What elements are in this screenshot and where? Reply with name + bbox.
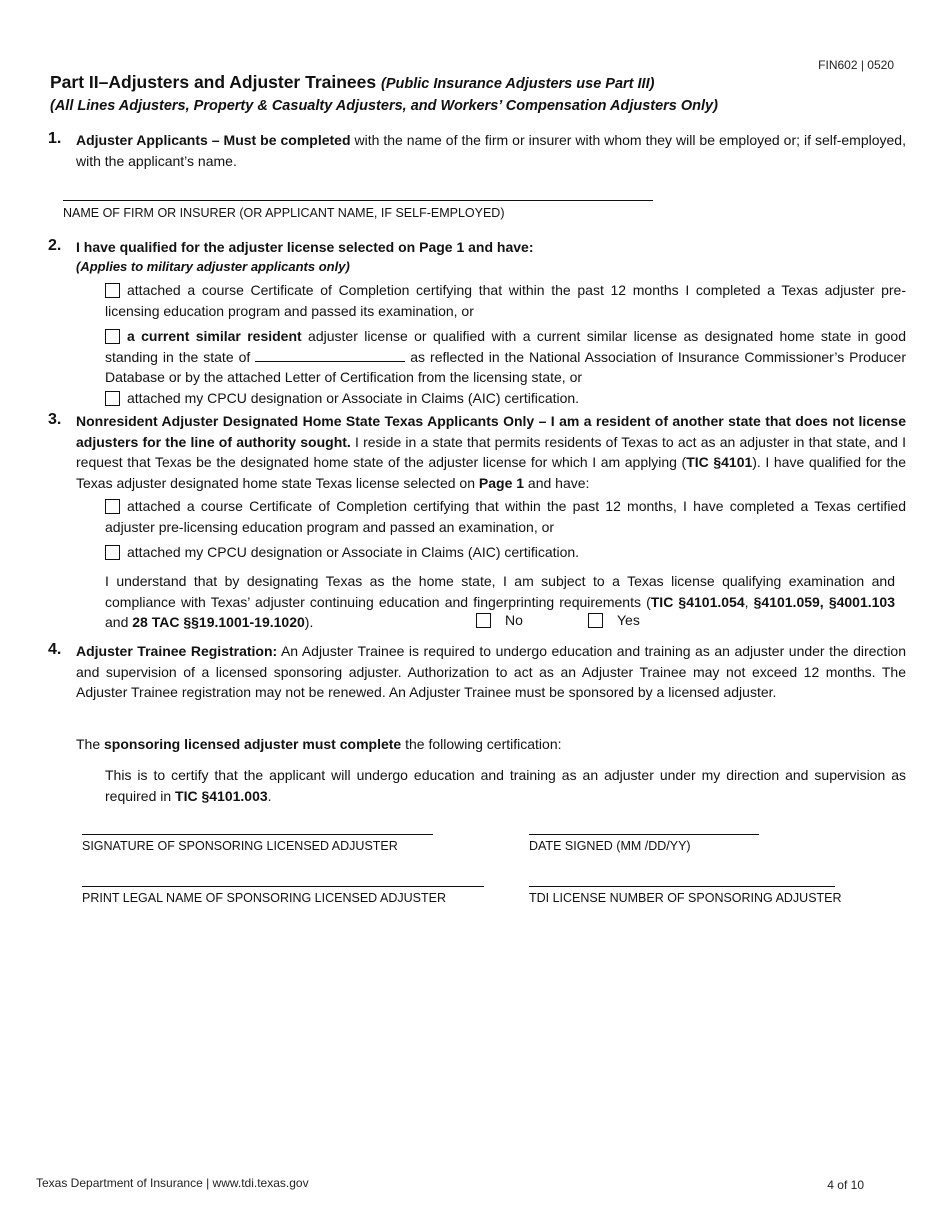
- s3-yes-checkbox[interactable]: [588, 613, 603, 628]
- form-code: FIN602 | 0520: [818, 58, 894, 72]
- s3-yes-option: Yes: [588, 612, 640, 628]
- s3-option-cpcu: attached my CPCU designation or Associate in Claims (AIC) certification.: [105, 542, 906, 563]
- s2-cpcu-checkbox[interactable]: [105, 391, 120, 406]
- signature-caption: SIGNATURE OF SPONSORING LICENSED ADJUSTER: [82, 839, 398, 853]
- sponsor-instruction: The sponsoring licensed adjuster must complete the following certification:: [76, 736, 562, 752]
- section-2-number: 2.: [48, 237, 62, 254]
- page-number: 4 of 10: [827, 1178, 864, 1192]
- s3-course-checkbox[interactable]: [105, 499, 120, 514]
- s2-similar-license-checkbox[interactable]: [105, 329, 120, 344]
- firm-name-field[interactable]: [63, 200, 653, 201]
- title-text: Part II–Adjusters and Adjuster Trainees: [50, 72, 377, 92]
- sponsor-name-caption: PRINT LEGAL NAME OF SPONSORING LICENSED ADJUSTER: [82, 891, 446, 905]
- section-1-number: 1.: [48, 130, 62, 147]
- certification-statement: This is to certify that the applicant will undergo education and training as an adjuster under my direction and supervision as required in TIC §4101.003.: [105, 767, 906, 804]
- s2-course-checkbox[interactable]: [105, 283, 120, 298]
- license-number-field[interactable]: [529, 886, 835, 887]
- date-signed-field[interactable]: [529, 834, 759, 835]
- s2-option-cpcu: attached my CPCU designation or Associate in Claims (AIC) certification.: [105, 388, 906, 409]
- s2-option-similar-license: a current similar resident adjuster license or qualified with a current similar license as designated home state in good standing in the state of as reflected in the National Association of Insurance Commissioner’s Producer Database or by the attached Letter of Certification from the licensing state, or: [105, 328, 906, 385]
- s3-option-course: attached a course Certificate of Completion certifying that within the past 12 months, I have completed a Texas certified adjuster pre-licensing education program and passed an examination, or: [105, 498, 906, 535]
- title-note: (Public Insurance Adjusters use Part III): [381, 76, 655, 92]
- footer-org: Texas Department of Insurance | www.tdi.texas.gov: [36, 1176, 309, 1190]
- section-3-number: 3.: [48, 411, 62, 428]
- s3-no-option: No: [476, 612, 523, 628]
- license-number-caption: TDI LICENSE NUMBER OF SPONSORING ADJUSTER: [529, 891, 842, 905]
- state-field[interactable]: [255, 349, 405, 362]
- date-signed-caption: DATE SIGNED (MM /DD/YY): [529, 839, 691, 853]
- page-subtitle: (All Lines Adjusters, Property & Casualty Adjusters, and Workers’ Compensation Adjusters Only): [50, 98, 718, 114]
- section-1-bold: Adjuster Applicants – Must be completed: [76, 132, 351, 148]
- section-4-text: Adjuster Trainee Registration: An Adjuster Trainee is required to undergo education and training as an adjuster under the direction and supervision of a licensed sponsoring adjuster. Authorization to act as an Adjuster Trainee may not exceed 12 months. The Adjuster Trainee registration may not be renewed. An Adjuster Trainee must be sponsored by a licensed adjuster.: [76, 643, 906, 700]
- section-2-note: (Applies to military adjuster applicants only): [76, 259, 350, 274]
- s3-no-checkbox[interactable]: [476, 613, 491, 628]
- section-4-number: 4.: [48, 641, 62, 658]
- s2-option-course: attached a course Certificate of Completion certifying that within the past 12 months I completed a Texas adjuster pre-licensing education program and passed its examination, or: [105, 282, 906, 319]
- sponsor-name-field[interactable]: [82, 886, 484, 887]
- s3-cpcu-checkbox[interactable]: [105, 545, 120, 560]
- signature-field[interactable]: [82, 834, 433, 835]
- firm-name-caption: NAME OF FIRM OR INSURER (OR APPLICANT NAME, IF SELF-EMPLOYED): [63, 206, 505, 220]
- page-title: [50, 72, 654, 93]
- section-3-text: Nonresident Adjuster Designated Home State Texas Applicants Only – I am a resident of another state that does not license adjusters for the line of authority sought. I reside in a state that permits residents of Texas to act as an adjuster in that state, and I request that Texas be the designated home state of the adjuster license for which I am applying (TIC §4101). I have qualified for the Texas adjuster designated home state Texas license selected on Page 1 and have:: [76, 413, 907, 491]
- section-2-heading: I have qualified for the adjuster license selected on Page 1 and have:: [76, 239, 534, 255]
- s3-understand-text: I understand that by designating Texas as the home state, I am subject to a Texas license qualifying examination and compliance with Texas’ adjuster continuing education and fingerprinting requirements (TIC §4101.054, §4101.059, §4001.103 and 28 TAC §§19.1001-19.1020).: [105, 573, 895, 630]
- section-1-text: Adjuster Applicants – Must be completed with the name of the firm or insurer with whom they will be employed or; if self-employed, with the applicant’s name.: [76, 132, 906, 169]
